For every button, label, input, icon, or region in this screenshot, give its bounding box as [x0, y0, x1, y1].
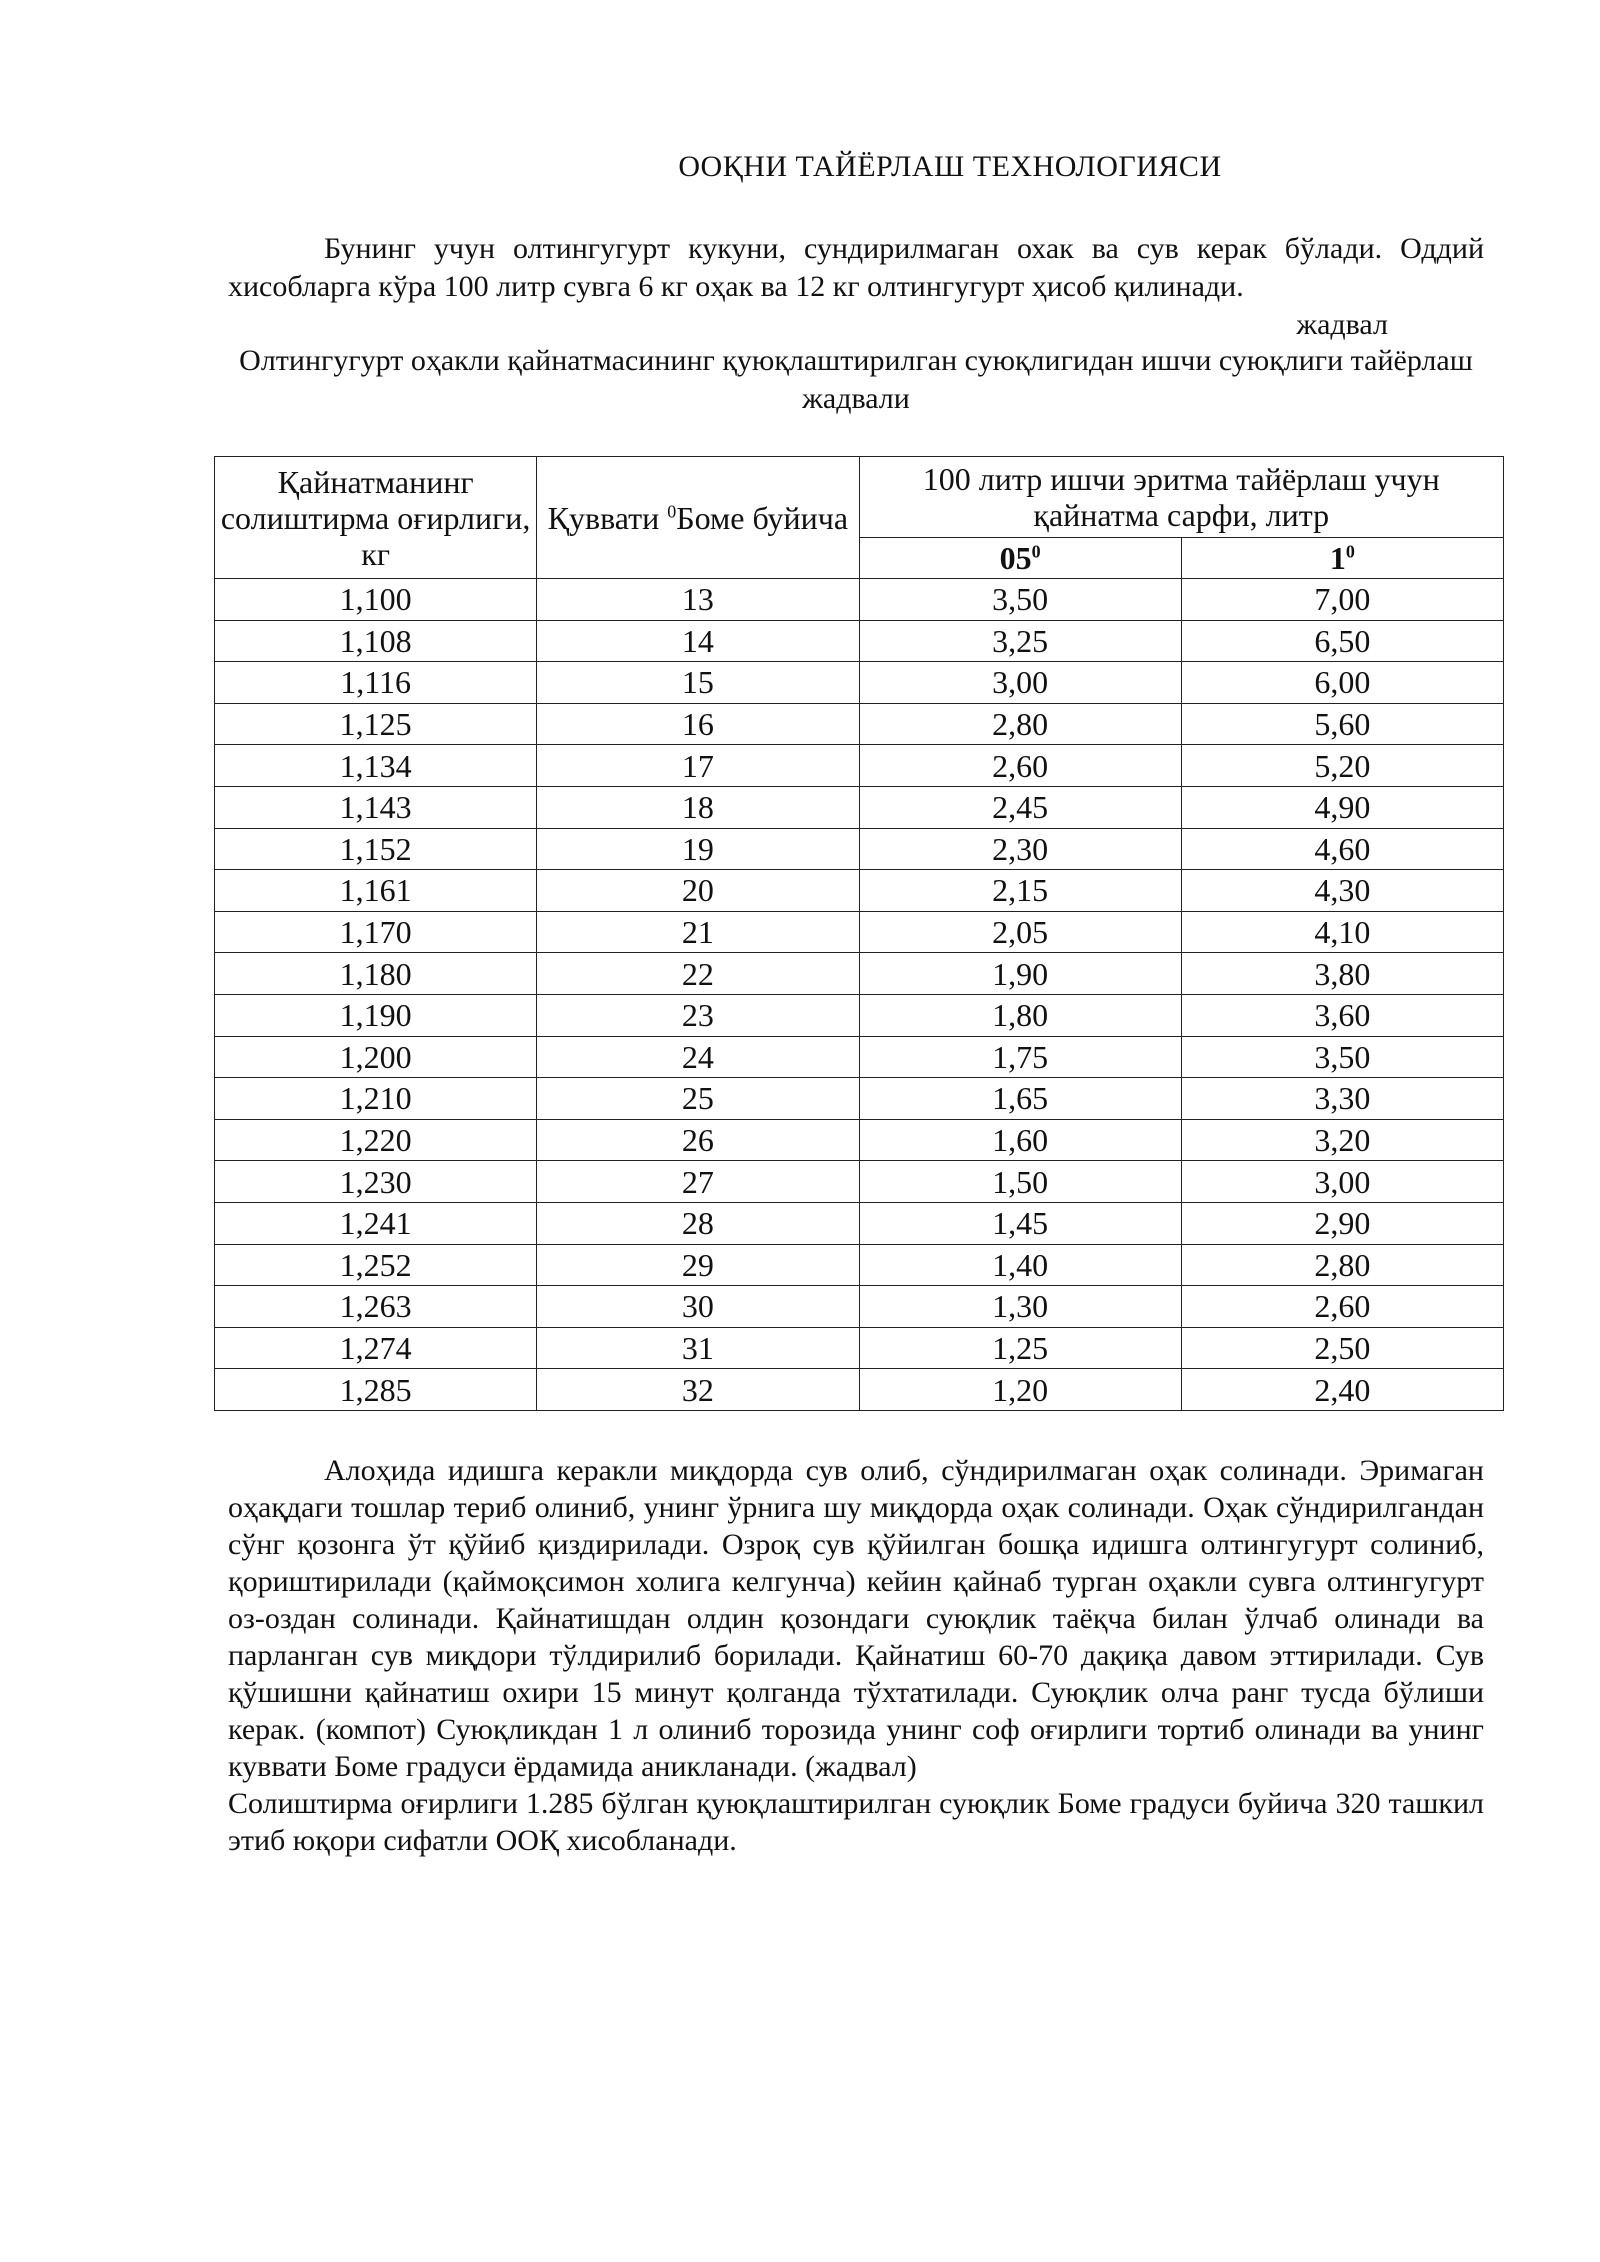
table-row — [215, 620, 1504, 662]
cell-weight: 1,125 — [215, 703, 537, 745]
table-row — [215, 703, 1504, 745]
cell-strength: 17 — [537, 745, 859, 787]
cell-weight: 1,220 — [215, 1119, 537, 1161]
table-row — [215, 1327, 1504, 1369]
cell-1: 3,00 — [1181, 1161, 1503, 1203]
table-row — [215, 745, 1504, 787]
table-row — [215, 1036, 1504, 1078]
cell-1: 5,20 — [1181, 745, 1503, 787]
cell-strength: 31 — [537, 1327, 859, 1369]
cell-weight: 1,116 — [215, 662, 537, 704]
cell-strength: 27 — [537, 1161, 859, 1203]
cell-05: 1,75 — [859, 1036, 1181, 1078]
cell-weight: 1,263 — [215, 1286, 537, 1328]
cell-05: 1,60 — [859, 1119, 1181, 1161]
cell-weight: 1,161 — [215, 870, 537, 912]
cell-strength: 18 — [537, 786, 859, 828]
table-row — [215, 994, 1504, 1036]
cell-05: 1,20 — [859, 1369, 1181, 1411]
cell-05: 2,05 — [859, 911, 1181, 953]
cell-05: 1,65 — [859, 1078, 1181, 1120]
cell-strength: 29 — [537, 1244, 859, 1286]
cell-1: 4,10 — [1181, 911, 1503, 953]
table-row — [215, 786, 1504, 828]
cell-1: 4,30 — [1181, 870, 1503, 912]
cell-strength: 25 — [537, 1078, 859, 1120]
cell-strength: 28 — [537, 1202, 859, 1244]
table-caption: Олтингугурт оҳакли қайнатмасининг қуюқлаштирилган суюқлигидан ишчи суюқлиги тайёрлаш жадвали — [239, 344, 1473, 415]
table-row — [215, 911, 1504, 953]
cell-weight: 1,143 — [215, 786, 537, 828]
cell-05: 1,45 — [859, 1202, 1181, 1244]
cell-05: 1,25 — [859, 1327, 1181, 1369]
cell-05: 1,40 — [859, 1244, 1181, 1286]
cell-strength: 32 — [537, 1369, 859, 1411]
cell-strength: 21 — [537, 911, 859, 953]
table-row — [215, 1286, 1504, 1328]
cell-weight: 1,134 — [215, 745, 537, 787]
cell-1: 5,60 — [1181, 703, 1503, 745]
intro-paragraph: Бунинг учун олтингугурт кукуни, сундирилмаган охак ва сув керак бўлади. Оддий хисобларга кўра 100 литр сувга 6 кг оҳак ва 12 кг олтингугурт ҳисоб қилинади. — [228, 232, 1484, 303]
table-row — [215, 662, 1504, 704]
cell-1: 2,80 — [1181, 1244, 1503, 1286]
document-title: ООҚНИ ТАЙЁРЛАШ ТЕХНОЛОГИЯСИ — [678, 150, 1222, 183]
header-strength-baume: Қуввати $^0$Боме буйича — [537, 457, 859, 579]
cell-1: 3,60 — [1181, 994, 1503, 1036]
cell-strength: 20 — [537, 870, 859, 912]
table-label: жадвал — [1296, 308, 1388, 341]
cell-1: 6,00 — [1181, 662, 1503, 704]
cell-05: 2,30 — [859, 828, 1181, 870]
body-paragraph-1: Алоҳида идишга керакли миқдорда сув олиб, сўндирилмаган оҳак солинади. Эримаган оҳақдаги тошлар териб олиниб, унинг ўрнига шу миқдорда оҳак солинади. Оҳак сўндирилгандан сўнг қозонга ўт қўйиб қиздирилади. Озроқ сув қўйилган бошқа идишга олтингугурт солиниб, қориштирилади (қаймоқсимон холига келгунча) кейин қайнаб турган оҳакли сувга олтингугурт оз-оздан солинади. Қайнатишдан олдин қозондаги суюқлик таёқча билан ўлчаб олинади ва парланган сув миқдори тўлдирилиб борилади. Қайнатиш 60-70 дақиқа давом эттирилади. Сув қўшишни қайнатиш охири 15 минут қолганда тўхтатилади. Суюқлик олча ранг тусда бўлиши керак. (компот) Суюқликдан 1 л олиниб торозида унинг соф оғирлиги тортиб олинади ва унинг куввати Боме градуси ёрдамида аникланади. (жадвал) — [228, 1454, 1484, 1783]
cell-1: 2,50 — [1181, 1327, 1503, 1369]
table-row — [215, 1244, 1504, 1286]
cell-1: 3,50 — [1181, 1036, 1503, 1078]
table-row — [215, 1202, 1504, 1244]
cell-05: 3,25 — [859, 620, 1181, 662]
cell-05: 1,50 — [859, 1161, 1181, 1203]
cell-strength: 16 — [537, 703, 859, 745]
cell-weight: 1,230 — [215, 1161, 537, 1203]
table-row — [215, 953, 1504, 995]
table-row — [215, 1369, 1504, 1411]
body-paragraph-2: Солиштирма оғирлиги 1.285 бўлган қуюқлаштирилган суюқлик Боме градуси буйича 320 ташкил этиб юқори сифатли ООҚ хисобланади. — [228, 1787, 1484, 1857]
cell-weight: 1,200 — [215, 1036, 537, 1078]
cell-weight: 1,152 — [215, 828, 537, 870]
cell-strength: 15 — [537, 662, 859, 704]
cell-strength: 26 — [537, 1119, 859, 1161]
cell-weight: 1,252 — [215, 1244, 537, 1286]
cell-05: 2,45 — [859, 786, 1181, 828]
cell-1: 3,80 — [1181, 953, 1503, 995]
cell-strength: 24 — [537, 1036, 859, 1078]
cell-weight: 1,170 — [215, 911, 537, 953]
header-col-1: $1^0$ — [1181, 538, 1503, 579]
cell-05: 3,50 — [859, 579, 1181, 621]
cell-05: 3,00 — [859, 662, 1181, 704]
cell-weight: 1,285 — [215, 1369, 537, 1411]
cell-1: 2,60 — [1181, 1286, 1503, 1328]
cell-weight: 1,180 — [215, 953, 537, 995]
table-row — [215, 1161, 1504, 1203]
table-row — [215, 870, 1504, 912]
cell-1: 6,50 — [1181, 620, 1503, 662]
cell-05: 1,90 — [859, 953, 1181, 995]
header-consumption: 100 литр ишчи эритма тайёрлаш учун қайнатма сарфи, литр — [859, 457, 1504, 538]
cell-weight: 1,108 — [215, 620, 537, 662]
cell-strength: 19 — [537, 828, 859, 870]
header-col-05: $05^0$ — [859, 538, 1181, 579]
cell-weight: 1,190 — [215, 994, 537, 1036]
cell-1: 3,20 — [1181, 1119, 1503, 1161]
boiling-mixture-table — [214, 456, 1504, 1411]
cell-1: 2,90 — [1181, 1202, 1503, 1244]
table-row — [215, 1119, 1504, 1161]
cell-strength: 30 — [537, 1286, 859, 1328]
table-row — [215, 1078, 1504, 1120]
cell-1: 4,90 — [1181, 786, 1503, 828]
cell-strength: 13 — [537, 579, 859, 621]
cell-strength: 23 — [537, 994, 859, 1036]
cell-weight: 1,241 — [215, 1202, 537, 1244]
cell-weight: 1,210 — [215, 1078, 537, 1120]
cell-1: 7,00 — [1181, 579, 1503, 621]
table-row — [215, 828, 1504, 870]
cell-05: 2,60 — [859, 745, 1181, 787]
cell-weight: 1,100 — [215, 579, 537, 621]
cell-05: 1,30 — [859, 1286, 1181, 1328]
cell-05: 1,80 — [859, 994, 1181, 1036]
body-text — [228, 1452, 1484, 1859]
cell-1: 3,30 — [1181, 1078, 1503, 1120]
table-row — [215, 579, 1504, 621]
header-specific-weight: Қайнатманинг солиштирма оғирлиги, кг — [215, 457, 537, 579]
cell-1: 2,40 — [1181, 1369, 1503, 1411]
cell-strength: 22 — [537, 953, 859, 995]
cell-strength: 14 — [537, 620, 859, 662]
cell-05: 2,80 — [859, 703, 1181, 745]
cell-1: 4,60 — [1181, 828, 1503, 870]
cell-05: 2,15 — [859, 870, 1181, 912]
cell-weight: 1,274 — [215, 1327, 537, 1369]
